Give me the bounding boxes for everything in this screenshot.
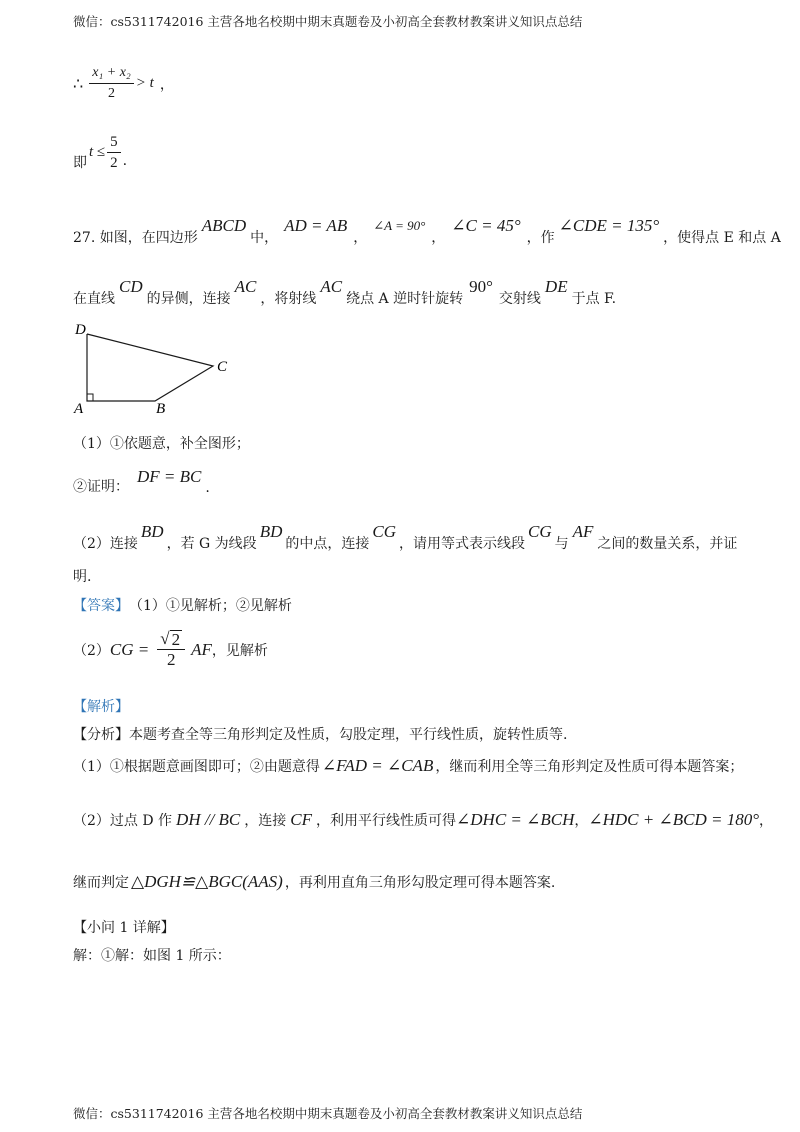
segment-cg: CG <box>372 522 396 541</box>
angle-cde: ∠CDE = 135° <box>558 216 660 235</box>
quad-abcd: ABCD <box>201 216 247 235</box>
text-zhong: 中， <box>250 230 279 246</box>
eq-hdc-bcd: ∠HDC + ∠BCD = 180° <box>588 810 759 829</box>
angle-c: ∠C = 45° <box>451 216 521 235</box>
sqrt2-over-2 <box>157 630 185 669</box>
t-fraction <box>107 133 121 172</box>
segment-bd: BD <box>140 522 164 541</box>
t-numerator: 5 <box>107 133 121 153</box>
label-c: C <box>217 359 228 375</box>
sep: ， <box>353 230 368 246</box>
eq-ad-ab: AD = AB <box>284 216 348 235</box>
text: ，连接 <box>244 813 287 829</box>
analysis-line-1 <box>73 756 743 776</box>
ji-label: 即 <box>73 154 87 171</box>
sep: ， <box>759 813 773 829</box>
text: ②证明： <box>73 479 129 495</box>
comma: ， <box>159 76 174 93</box>
sub-question-title: 【小问 1 详解】 <box>73 920 175 936</box>
text: 于点 F. <box>571 291 617 307</box>
therefore-line <box>73 64 174 103</box>
text: （1）①根据题意画图即可；②由题意得 <box>73 759 320 775</box>
segment-cf: CF <box>290 810 313 829</box>
therefore-symbol: ∴ <box>73 74 84 93</box>
q1-part-a: （1）①依题意，补全图形； <box>73 436 250 452</box>
sep-zuo: ，作 <box>526 230 555 246</box>
text: 绕点 A 逆时针旋转 <box>346 291 464 307</box>
quadrilateral-figure <box>70 320 250 420</box>
inequality-tail: > t <box>135 75 154 91</box>
mean-fraction <box>89 64 134 103</box>
q1-part-b <box>73 458 210 496</box>
text: 之间的数量关系，并证 <box>597 536 738 552</box>
t-le: t ≤ <box>89 144 106 160</box>
text: ，若 G 为线段 <box>166 536 257 552</box>
page-footer: 微信：cs5311742016 主营各地名校期中期末真题卷及小初高全套教材教案讲义知识点总结 <box>73 1106 583 1121</box>
text: ，继而利用全等三角形判定及性质可得本题答案； <box>435 759 744 775</box>
cg-equals: CG = <box>109 639 150 659</box>
period: . <box>205 480 210 496</box>
text: （2） <box>73 642 110 659</box>
segment-af: AF <box>572 522 594 541</box>
text: ，见解析 <box>211 642 268 659</box>
eq-df-bc: DF = BC <box>137 467 202 486</box>
answer-part-1: （1）①见解析；②见解析 <box>129 598 292 614</box>
text: 的中点，连接 <box>285 536 370 552</box>
ray-de: DE <box>544 277 568 296</box>
text: ，再利用直角三角形勾股定理可得本题答案. <box>284 875 556 891</box>
sep: ， <box>431 230 446 246</box>
text: （2）连接 <box>73 536 138 552</box>
period: . <box>122 152 128 169</box>
line-1-tail: ，使得点 E 和点 A <box>663 230 781 246</box>
text: ，将射线 <box>260 291 317 307</box>
segment-ac: AC <box>234 277 257 296</box>
text: 与 <box>554 536 569 552</box>
label-b: B <box>156 401 166 417</box>
analysis-line-3 <box>73 872 555 892</box>
text: 交射线 <box>498 291 541 307</box>
quadrilateral-outline <box>87 334 213 401</box>
analysis-summary: 【分析】本题考查全等三角形判定及性质，勾股定理，平行线性质，旋转性质等. <box>73 727 568 743</box>
congruence-statement: △DGH≌△BGC(AAS) <box>131 872 283 891</box>
t-bound-line <box>73 133 127 172</box>
fraction-numerator: x₁ + x₂ <box>89 64 134 84</box>
q2-line-1 <box>73 511 737 553</box>
t-denominator: 2 <box>110 155 118 171</box>
dh-parallel-bc: DH // BC <box>176 810 241 829</box>
text: 在直线 <box>73 291 115 307</box>
sqrt-2: √ 2 <box>157 630 185 650</box>
analysis-tag: 【解析】 <box>73 699 129 715</box>
analysis-line-2 <box>73 810 773 830</box>
problem-27-line-2 <box>73 266 616 308</box>
segment-bd: BD <box>259 522 283 541</box>
text: ，利用平行线性质可得 <box>316 813 457 829</box>
deg-90: 90° <box>469 277 493 296</box>
answer-line-1 <box>73 595 292 615</box>
text: （2）过点 D 作 <box>73 813 173 829</box>
line-cd: CD <box>119 277 143 296</box>
solution-start: 解：①解：如图 1 所示： <box>73 948 231 964</box>
af: AF <box>191 639 212 659</box>
fraction-denominator: 2 <box>107 86 115 101</box>
problem-27-line-1 <box>73 205 781 247</box>
text: ，请用等式表示线段 <box>398 536 525 552</box>
sep: ， <box>574 813 589 829</box>
right-angle-mark <box>87 394 93 401</box>
label-d: D <box>75 322 86 338</box>
denominator: 2 <box>166 650 176 669</box>
text: 继而判定 <box>73 875 129 891</box>
eq-fad-cab: ∠FAD = ∠CAB <box>321 756 434 775</box>
answer-line-2 <box>73 630 268 669</box>
problem-number: 27. 如图，在四边形 <box>73 230 198 246</box>
label-a: A <box>74 401 84 417</box>
q2-line-2: 明. <box>73 569 92 585</box>
ray-ac: AC <box>320 277 343 296</box>
eq-dhc-bch: ∠DHC = ∠BCH <box>456 810 575 829</box>
radicand: 2 <box>171 630 181 649</box>
page-header: 微信：cs5311742016 主营各地名校期中期末真题卷及小初高全套教材教案讲义知识点总结 <box>73 14 583 29</box>
angle-a: ∠A = 90° <box>373 218 426 233</box>
text: 的异侧，连接 <box>146 291 231 307</box>
segment-cg: CG <box>527 522 552 541</box>
answer-tag: 【答案】 <box>73 598 129 614</box>
